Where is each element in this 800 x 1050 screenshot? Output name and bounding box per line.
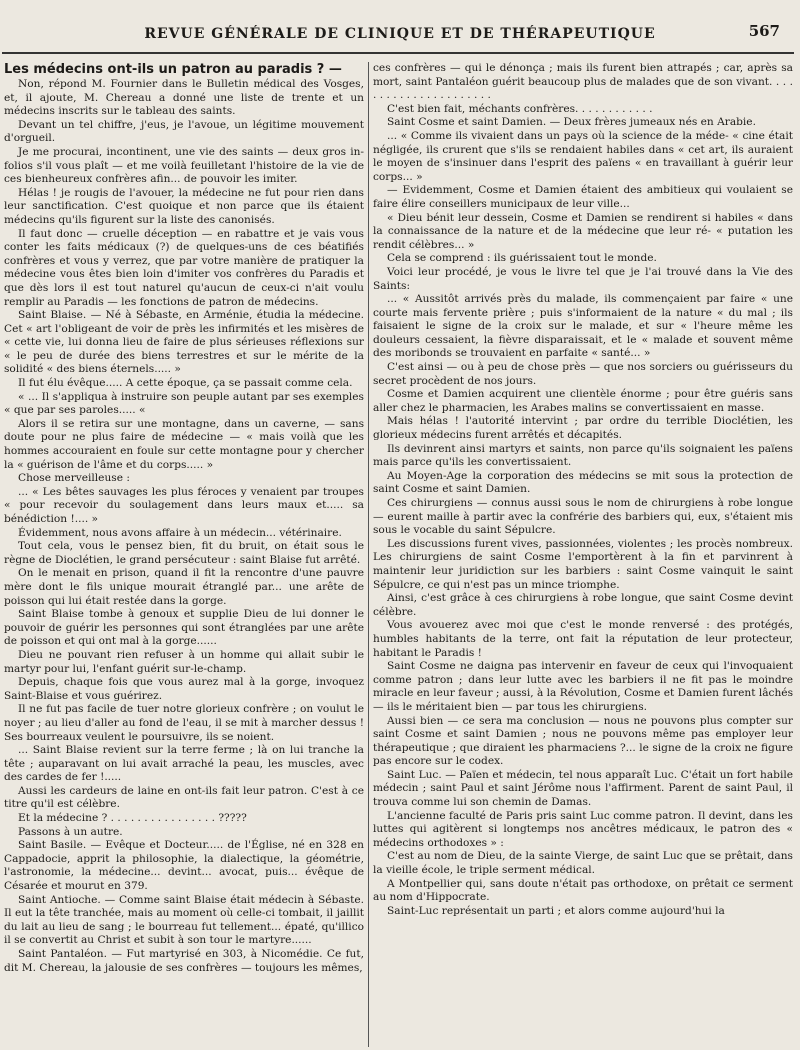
running-title: REVUE GÉNÉRALE DE CLINIQUE ET DE THÉRAPEUTIQUE xyxy=(144,26,656,42)
paragraph: On le menait en prison, quand il fit la rencontre d'une pauvre mère dont le fils unique mourait étranglé par... une arête de poisson qui lui était restée dans la gorge. xyxy=(4,567,364,607)
paragraph: ... « Comme ils vivaient dans un pays où la science de la méde- « cine était négligée, ils crurent que s'ils se rendaient habiles dans « cet art, ils auraient le moyen de s'insinuer dans l'esprit des païens « en travaillant à guérir leur corps... » xyxy=(373,129,793,183)
paragraph: Saint Blaise tombe à genoux et supplie Dieu de lui donner le pouvoir de guérir les personnes qui sont étranglées par une arête de poisson et qui ont mal à la gorge...... xyxy=(4,608,364,648)
article-title: Les médecins ont-ils un patron au paradis ? — xyxy=(4,62,342,77)
paragraph: C'est ainsi — ou à peu de chose près — que nos sorciers ou guérisseurs du secret procèdent de nos jours. xyxy=(373,361,793,387)
paragraph: — Evidemment, Cosme et Damien étaient des ambitieux qui voulaient se faire élire conseillers municipaux de leur ville... xyxy=(373,184,793,210)
paragraph: Évidemment, nous avons affaire à un médecin... vétérinaire. xyxy=(18,526,342,539)
paragraph: ... Saint Blaise revient sur la terre ferme ; là on lui tranche la tête ; auparavant on lui avait arraché la peau, les muscles, avec des cardes de fer !..... xyxy=(4,744,364,784)
column-divider xyxy=(368,62,369,1047)
paragraph: Depuis, chaque fois que vous aurez mal à la gorge, invoquez Saint-Blaise et vous guérirez. xyxy=(4,676,364,702)
page-number: 567 xyxy=(748,22,780,40)
paragraph: Non, répond M. Fournier dans le Bulletin médical des Vosges, et, il ajoute, M. Chereau a donné une liste de trente et un médecins inscrits sur le tableau des saints. xyxy=(4,78,364,118)
paragraph: Cela se comprend : ils guérissaient tout le monde. xyxy=(387,252,657,265)
paragraph: ... « Aussitôt arrivés près du malade, ils commençaient par faire « une courte mais fervente prière ; puis s'informaient de la nature « du mal ; ils faisaient le signe de la croix sur le malade, et sur « l'heure même les douleurs cessaient, la fièvre disparaissait, et le « malade et souvent même des moribonds se trouvaient en parfaite « santé... » xyxy=(373,293,793,360)
paragraph: « Dieu bénit leur dessein, Cosme et Damien se rendirent si habiles « dans la connaissance de la nature et de la médecine que leur ré- « putation les rendit célèbres... » xyxy=(373,211,793,251)
paragraph: ... « Les bêtes sauvages les plus féroces y venaient par troupes « pour recevoir du soulagement dans leurs maux et..... sa bénédiction !.... » xyxy=(4,485,364,525)
paragraph: Aussi bien — ce sera ma conclusion — nous ne pouvons plus compter sur saint Cosme et saint Damien ; nous ne pouvons même pas employer leur thérapeutique ; que diraient les pharmaciens ?... le signe de la croix ne figure pas encore sur le codex. xyxy=(373,714,793,768)
paragraph: Passons à un autre. xyxy=(18,825,123,838)
left-column xyxy=(4,62,364,1047)
paragraph: Dieu ne pouvant rien refuser à un homme qui allait subir le martyr pour lui, l'enfant guérit sur-le-champ. xyxy=(4,648,364,675)
paragraph: Ces chirurgiens — connus aussi sous le nom de chirurgiens à robe longue — eurent maille à partir avec la confrérie des barbiers qui, eux, s'étaient mis sous le vocable du saint Sépulcre. xyxy=(373,497,793,537)
paragraph: Mais hélas ! l'autorité intervint ; par ordre du terrible Dioclétien, les glorieux médecins furent arrêtés et décapités. xyxy=(373,415,793,442)
paragraph: Au Moyen-Age la corporation des médecins se mit sous la protection de saint Cosme et saint Damien. xyxy=(373,469,793,496)
paragraph: L'ancienne faculté de Paris pris saint Luc comme patron. Il devint, dans les luttes qui agitèrent si longtemps nos ancêtres médicaux, le patron des « médecins orthodoxes » : xyxy=(373,809,793,849)
paragraph: Cosme et Damien acquirent une clientèle énorme ; pour être guéris sans aller chez le pharmacien, les Arabes malins se convertissaient en masse. xyxy=(373,388,793,414)
paragraph: Je me procurai, incontinent, une vie des saints — deux gros in-folios s'il vous plaît — et me voilà feuilletant l'histoire de la vie de ces bienheureux confrères afin... de pouvoir les imiter. xyxy=(4,145,364,186)
paragraph: A Montpellier qui, sans doute n'était pas orthodoxe, on prêtait ce serment au nom d'Hippocrate. xyxy=(373,877,793,904)
paragraph: Ainsi, c'est grâce à ces chirurgiens à robe longue, que saint Cosme devint célèbre. xyxy=(373,592,793,618)
paragraph: Saint Pantaléon. — Fut martyrisé en 303, à Nicomédie. Ce fut, dit M. Chereau, la jalousie de ses confrères — toujours les mêmes, xyxy=(4,948,364,974)
paragraph: Alors il se retira sur une montagne, dans un caverne, — sans doute pour ne plus faire de médecine — « mais voilà que les hommes accouraient en foule sur cette montagne pour y chercher la « guérison de l'âme et du corps..... » xyxy=(4,417,364,471)
paragraph: Saint Cosme ne daigna pas intervenir en faveur de ceux qui l'invoquaient comme patron ; dans leur lutte avec les barbiers il ne fit pas le moindre miracle en leur faveur ; aussi, à la Révolution, Cosme et Damien furent lâchés — ils le méritaient bien — par tous les chirurgiens. xyxy=(373,660,793,713)
paragraph: Chose merveilleuse : xyxy=(18,472,130,485)
paragraph: Saint Antioche. — Comme saint Blaise était médecin à Sébaste. Il eut la tête tranchée, mais au moment où celle-ci tombait, il jaillit du lait au lieu de sang ; le bourreau fut tellement... épaté, qu'illico il se convertit au Christ et subit à son tour le martyre...... xyxy=(4,893,364,947)
right-column xyxy=(373,62,793,1047)
paragraph: Devant un tel chiffre, j'eus, je l'avoue, un légitime mouvement d'orgueil. xyxy=(4,118,364,145)
paragraph: Et la médecine ? . . . . . . . . . . . . . . . . ????? xyxy=(18,812,247,825)
paragraph: Ils devinrent ainsi martyrs et saints, non parce qu'ils soignaient les païens mais parce qu'ils les convertissaient. xyxy=(373,442,793,469)
paragraph: C'est au nom de Dieu, de la sainte Vierge, de saint Luc que se prêtait, dans la vieille école, le triple serment médical. xyxy=(373,850,793,877)
paragraph: Voici leur procédé, je vous le livre tel que je l'ai trouvé dans la Vie des Saints: xyxy=(373,265,793,292)
paragraph: Saint-Luc représentait un parti ; et alors comme aujourd'hui la xyxy=(387,904,725,917)
paragraph: Aussi les cardeurs de laine en ont-ils fait leur patron. C'est à ce titre qu'il est célèbre. xyxy=(4,784,364,811)
paragraph: Tout cela, vous le pensez bien, fit du bruit, on était sous le règne de Dioclétien, le grand persécuteur : saint Blaise fut arrêté. xyxy=(4,540,364,566)
paragraph: Il ne fut pas facile de tuer notre glorieux confrère ; on voulut le noyer ; au lieu d'aller au fond de l'eau, il se mit à marcher dessus ! Ses bourreaux veulent le poursuivre, ils se noient. xyxy=(4,703,364,743)
paragraph: Il fut élu évêque..... A cette époque, ça se passait comme cela. xyxy=(18,377,353,390)
paragraph: ces confrères — qui le dénonça ; mais ils furent bien attrapés ; car, après sa mort, saint Pantaléon guérit beaucoup plus de malades que de son vivant. . . . . . . . . . . . . . . . . . . . . . xyxy=(373,62,793,102)
paragraph: Saint Blaise. — Né à Sébaste, en Arménie, étudia la médecine. Cet « art l'obligeant de voir de près les infirmités et les misères de « cette vie, lui donna lieu de faire de plus sérieuses réflexions sur « le peu de durée des biens terrestres et sur le mérite de la solidité « des biens éternels..... » xyxy=(4,309,364,376)
paragraph: Saint Basile. — Evêque et Docteur..... de l'Église, né en 328 en Cappadocie, apprit la philosophie, la dialectique, la géométrie, l'astronomie, la médecine... devint... avocat, puis... évêque de Césarée et mourut en 379. xyxy=(4,839,364,893)
paragraph: Saint Luc. — Païen et médecin, tel nous apparaît Luc. C'était un fort habile médecin ; saint Paul et saint Jérôme nous l'affirment. Parent de saint Paul, il trouva comme lui son chemin de Damas. xyxy=(373,768,793,809)
paragraph: C'est bien fait, méchants confrères. . . . . . . . . . . . xyxy=(387,102,653,115)
paragraph: Hélas ! je rougis de l'avouer, la médecine ne fut pour rien dans leur sanctification. C'est quoique et non parce que ils étaient médecins qu'ils figurent sur la liste des canonisés. xyxy=(4,186,364,226)
paragraph: « ... Il s'appliqua à instruire son peuple autant par ses exemples « que par ses paroles..... « xyxy=(4,390,364,417)
paragraph: Saint Cosme et saint Damien. — Deux frères jumeaux nés en Arabie. xyxy=(387,116,756,129)
paragraph: Vous avouerez avec moi que c'est le monde renversé : des protégés, humbles habitants de la terre, ont fait la réputation de leur protecteur, habitant le Paradis ! xyxy=(373,619,793,659)
paragraph: Il faut donc — cruelle déception — en rabattre et je vais vous conter les faits médicaux (?) de quelques-uns de ces béatifiés confrères et vous y verrez, que par votre manière de pratiquer la médecine vous êtes bien loin d'imiter vos confrères du Paradis et que dès lors il est tout naturel qu'aucun de ceux-ci n'ait voulu remplir au Paradis — les fonctions de patron de médecins. xyxy=(4,227,364,308)
header-rule xyxy=(2,52,794,54)
paragraph: Les discussions furent vives, passionnées, violentes ; les procès nombreux. Les chirurgiens de saint Cosme l'emportèrent à la fin et parvinrent à maintenir leur juridiction sur les barbiers : saint Cosme vainquit le saint Sépulcre, ce qui n'est pas un mince triomphe. xyxy=(373,537,793,591)
